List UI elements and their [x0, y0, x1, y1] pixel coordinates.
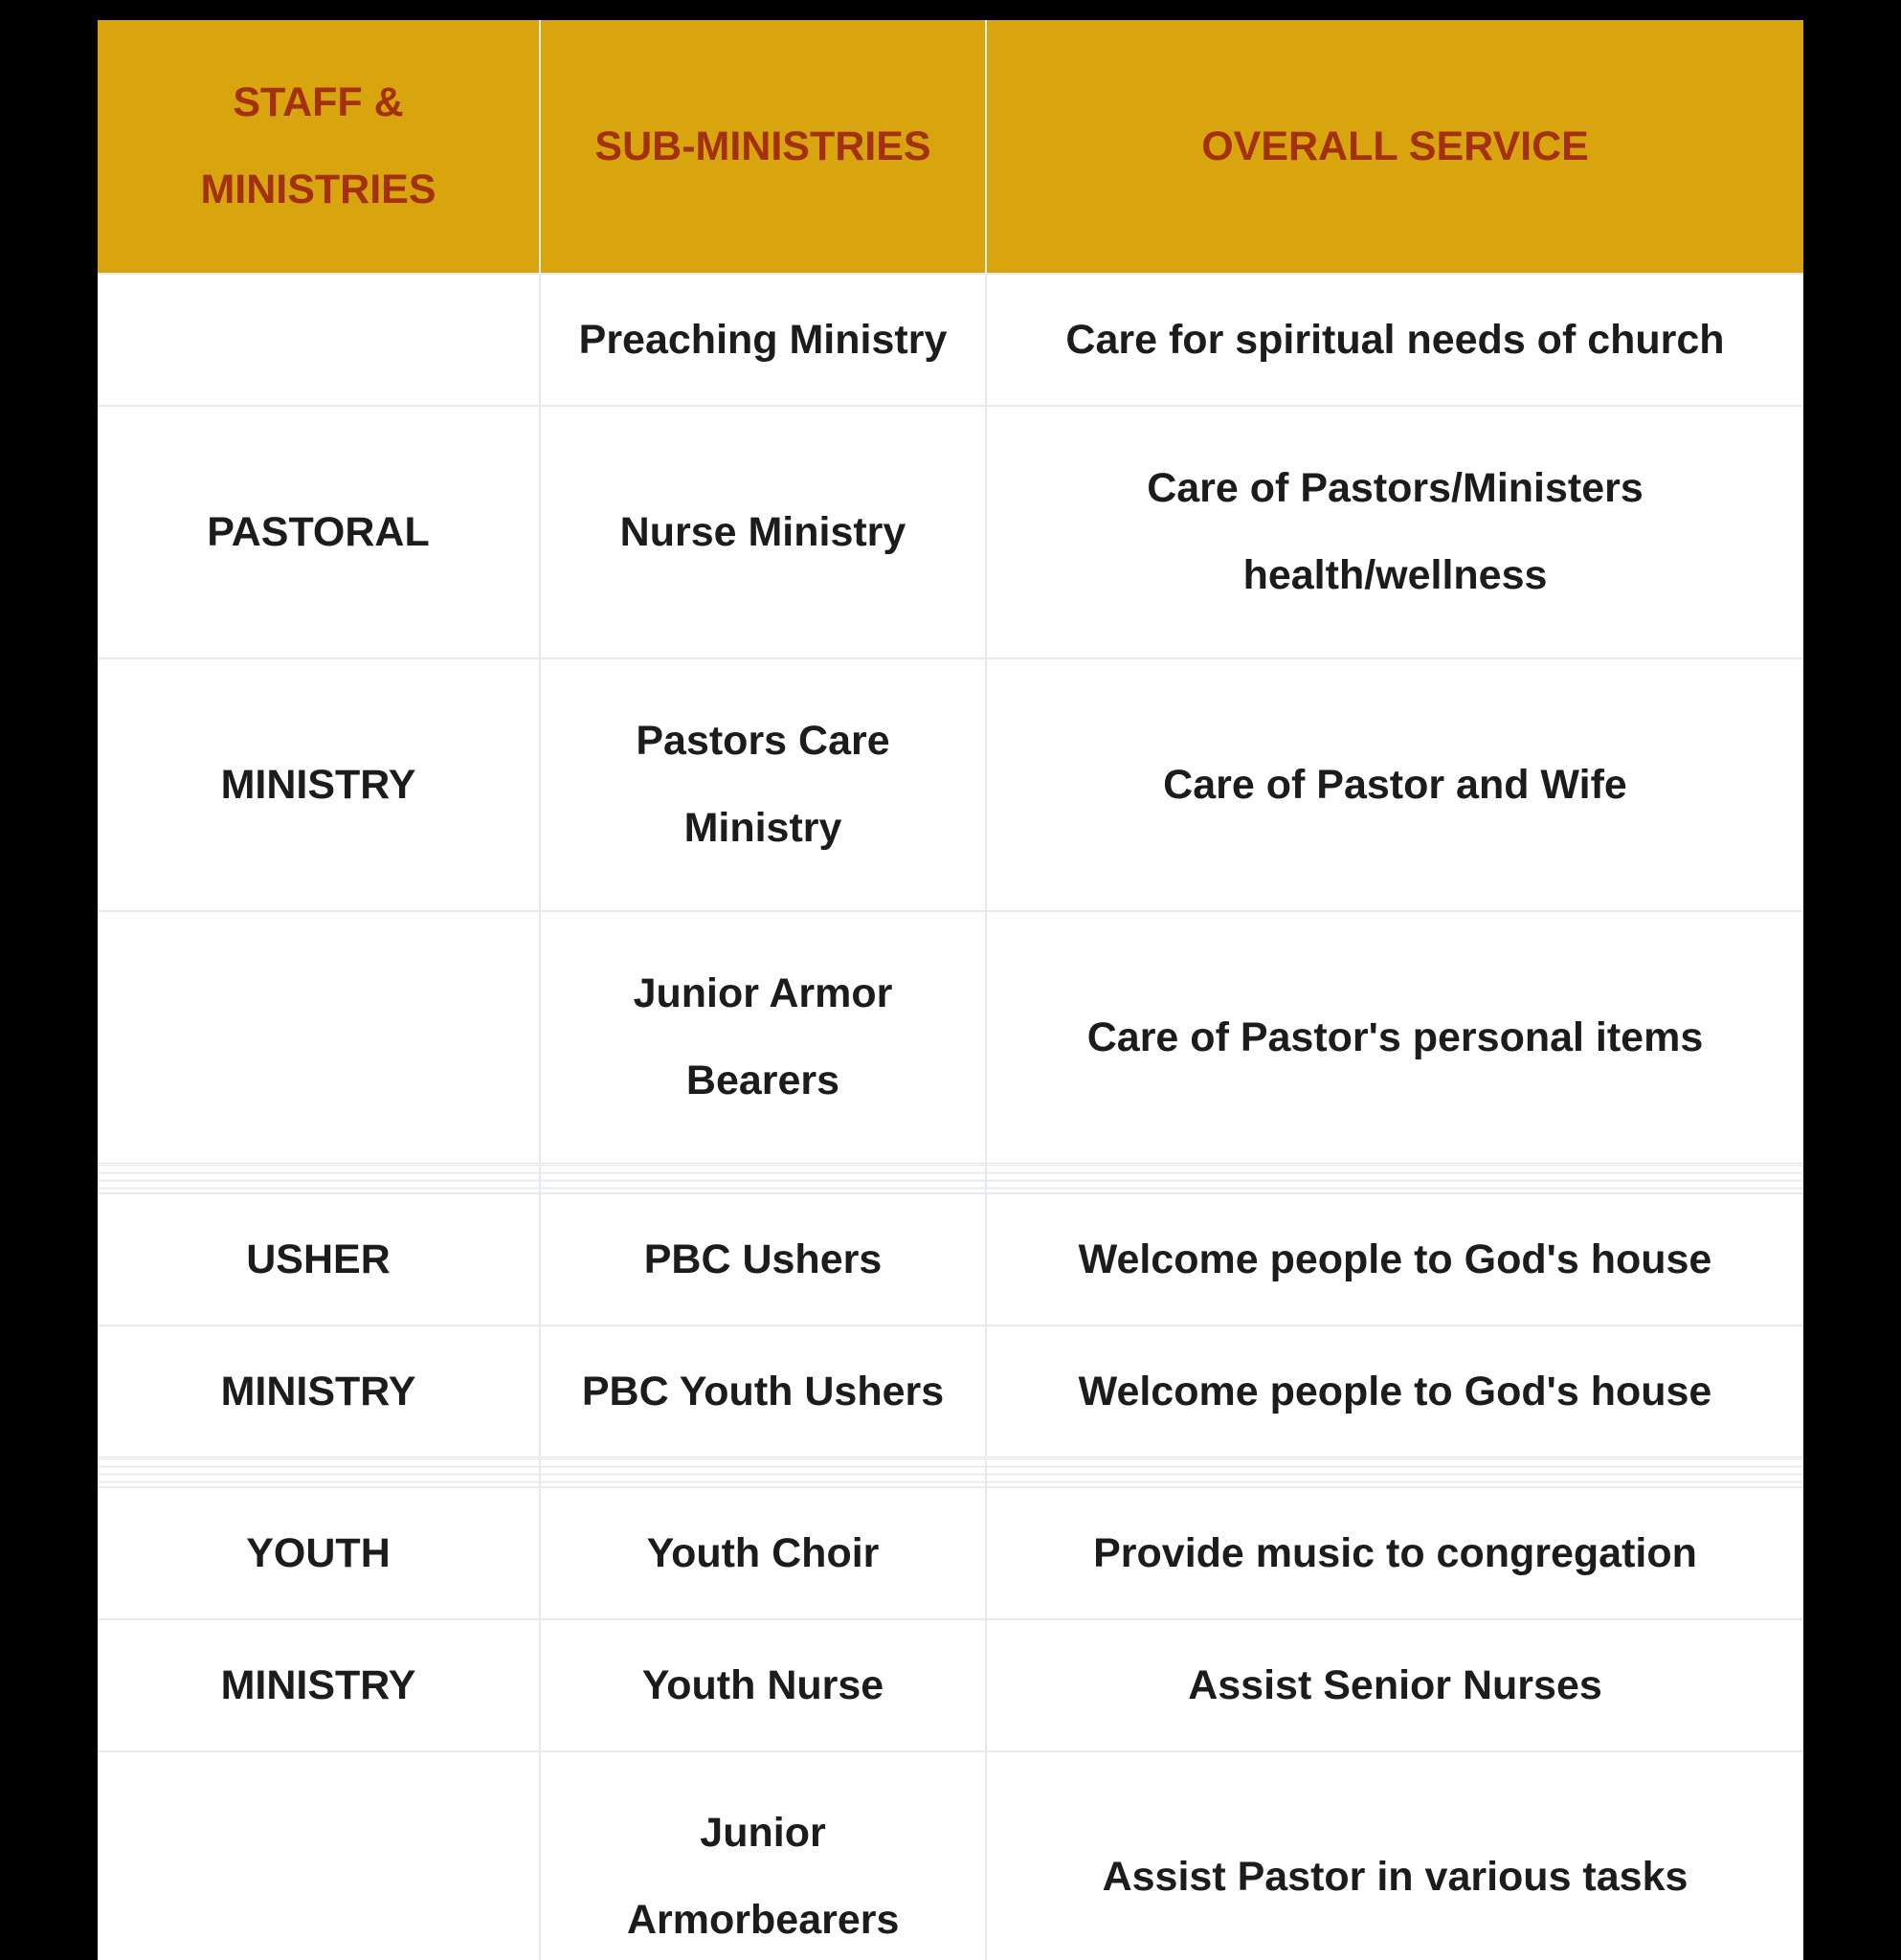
service-cell: Care of Pastor's personal items [986, 911, 1803, 1165]
table-row [98, 1487, 1803, 1619]
service-cell: Assist Pastor in various tasks [986, 1751, 1803, 1960]
sub-ministry-cell: Pastors Care Ministry [540, 658, 986, 911]
table-header-row [98, 20, 1803, 274]
table-row [98, 406, 1803, 658]
group-cell [98, 911, 540, 1165]
group-cell [98, 274, 540, 406]
sub-ministry-cell: PBC Youth Ushers [540, 1325, 986, 1459]
table-row [98, 274, 1803, 406]
service-cell: Welcome people to God's house [986, 1193, 1803, 1325]
service-cell: Assist Senior Nurses [986, 1619, 1803, 1751]
table-row [98, 658, 1803, 911]
group-cell: PASTORAL [98, 406, 540, 658]
group-cell: MINISTRY [98, 658, 540, 911]
sub-ministry-cell: Youth Choir [540, 1487, 986, 1619]
header-overall-service: OVERALL SERVICE [986, 20, 1803, 274]
table-row [98, 911, 1803, 1165]
service-cell: Care of Pastors/Ministers health/wellness [986, 406, 1803, 658]
group-cell: YOUTH [98, 1487, 540, 1619]
section-divider [98, 1165, 1803, 1194]
table-row [98, 1751, 1803, 1960]
service-cell: Care of Pastor and Wife [986, 658, 1803, 911]
ministries-table [98, 20, 1803, 1960]
sub-ministry-cell: Youth Nurse [540, 1619, 986, 1751]
group-cell: MINISTRY [98, 1325, 540, 1459]
sub-ministry-cell: Nurse Ministry [540, 406, 986, 658]
service-cell: Care for spiritual needs of church [986, 274, 1803, 406]
sub-ministry-cell: PBC Ushers [540, 1193, 986, 1325]
table-row [98, 1325, 1803, 1459]
header-sub-ministries: SUB-MINISTRIES [540, 20, 986, 274]
ministries-table-container [98, 20, 1803, 1960]
header-staff-ministries: STAFF & MINISTRIES [98, 20, 540, 274]
service-cell: Provide music to congregation [986, 1487, 1803, 1619]
section-divider [98, 1459, 1803, 1488]
group-cell: MINISTRY [98, 1619, 540, 1751]
sub-ministry-cell: Junior Armor Bearers [540, 911, 986, 1165]
group-cell [98, 1751, 540, 1960]
sub-ministry-cell: Preaching Ministry [540, 274, 986, 406]
service-cell: Welcome people to God's house [986, 1325, 1803, 1459]
group-cell: USHER [98, 1193, 540, 1325]
sub-ministry-cell: Junior Armorbearers [540, 1751, 986, 1960]
table-row [98, 1619, 1803, 1751]
table-row [98, 1193, 1803, 1325]
